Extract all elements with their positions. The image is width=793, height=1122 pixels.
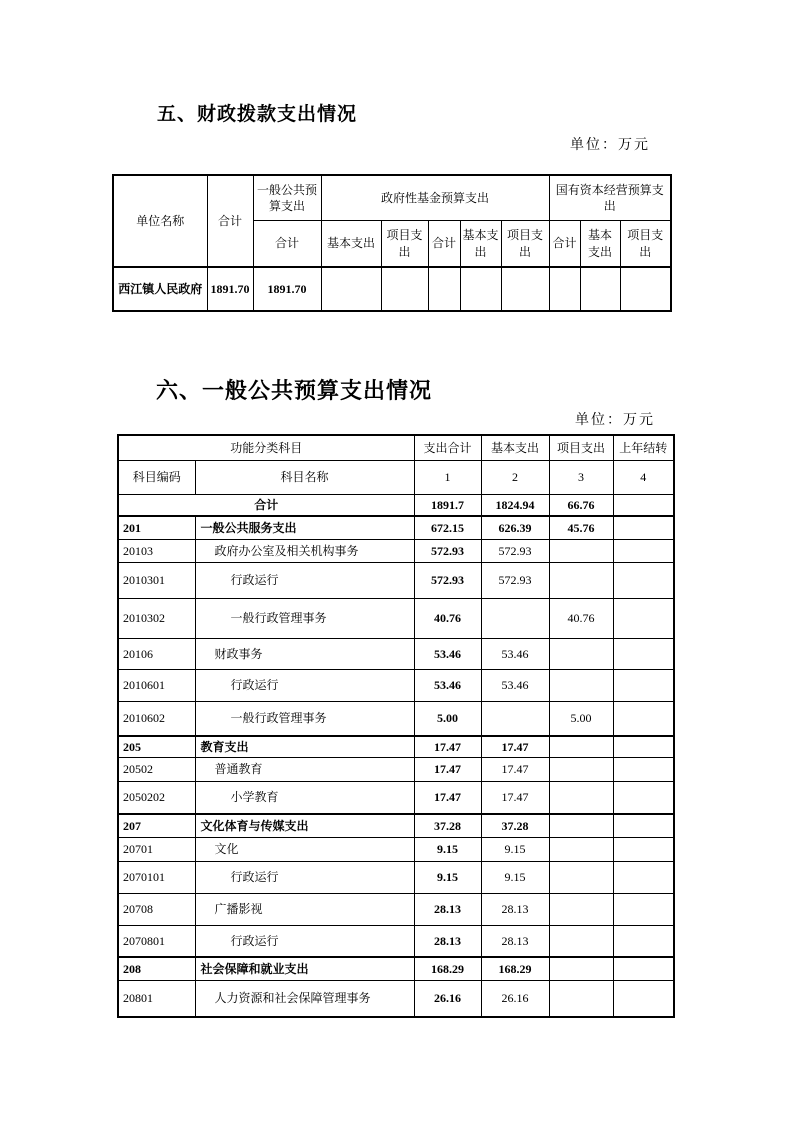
subcol-header: 基本支出 xyxy=(321,221,381,268)
subcol-header: 项目支出 xyxy=(620,221,671,268)
table-row xyxy=(118,957,674,981)
table-row xyxy=(118,838,674,862)
col-header-basic-expense: 基本支出 xyxy=(481,435,549,461)
subject-name-cell: 教育支出 xyxy=(195,736,414,758)
project-expense-cell xyxy=(549,563,613,599)
table-row xyxy=(118,639,674,670)
table-subheader-row xyxy=(118,461,674,495)
project-expense-cell: 40.76 xyxy=(549,599,613,639)
table-row xyxy=(118,563,674,599)
value-cell xyxy=(580,267,620,311)
group-header-general-public-budget: 一般公共预算支出 xyxy=(253,175,321,221)
subject-code-cell: 201 xyxy=(118,516,195,540)
carryover-cell xyxy=(613,814,674,838)
expense-total-cell: 28.13 xyxy=(414,926,481,957)
table-row xyxy=(118,516,674,540)
expense-total-cell: 53.46 xyxy=(414,639,481,670)
subject-name-cell: 行政运行 xyxy=(195,862,414,894)
basic-expense-cell: 28.13 xyxy=(481,926,549,957)
expense-total-cell: 572.93 xyxy=(414,563,481,599)
table-row xyxy=(113,267,671,311)
subject-code-cell: 2010602 xyxy=(118,702,195,736)
fiscal-allocation-expenditure-table xyxy=(112,174,672,312)
expense-total-cell: 9.15 xyxy=(414,862,481,894)
subcol-header: 合计 xyxy=(428,221,460,268)
carryover-cell xyxy=(613,862,674,894)
expense-total-cell: 28.13 xyxy=(414,894,481,926)
project-expense-cell: 45.76 xyxy=(549,516,613,540)
carryover-cell xyxy=(613,736,674,758)
expense-total-cell: 17.47 xyxy=(414,782,481,814)
carryover-cell xyxy=(613,838,674,862)
project-expense-cell xyxy=(549,540,613,563)
group-header-gov-fund-budget: 政府性基金预算支出 xyxy=(321,175,549,221)
project-expense-cell xyxy=(549,814,613,838)
expense-total-cell: 672.15 xyxy=(414,516,481,540)
carryover-cell xyxy=(613,670,674,702)
col-header-unit-name: 单位名称 xyxy=(113,175,207,267)
table-row xyxy=(118,540,674,563)
project-expense-cell xyxy=(549,758,613,782)
project-expense-cell xyxy=(549,670,613,702)
subject-name-cell: 政府办公室及相关机构事务 xyxy=(195,540,414,563)
expense-total-cell: 5.00 xyxy=(414,702,481,736)
project-expense-cell xyxy=(549,981,613,1017)
col-index: 4 xyxy=(613,461,674,495)
expense-total-cell: 26.16 xyxy=(414,981,481,1017)
col-header-expense-total: 支出合计 xyxy=(414,435,481,461)
project-expense-cell xyxy=(549,639,613,670)
expense-total-cell: 17.47 xyxy=(414,736,481,758)
col-index: 2 xyxy=(481,461,549,495)
subcol-header: 项目支出 xyxy=(501,221,549,268)
value-cell xyxy=(549,267,580,311)
table-row xyxy=(118,599,674,639)
subject-name-cell: 财政事务 xyxy=(195,639,414,670)
basic-expense-cell xyxy=(481,702,549,736)
table-row xyxy=(118,758,674,782)
basic-expense-cell xyxy=(481,599,549,639)
section5-title: 五、财政拨款支出情况 xyxy=(157,104,358,125)
subject-name-cell: 行政运行 xyxy=(195,563,414,599)
subject-name-cell: 小学教育 xyxy=(195,782,414,814)
value-cell xyxy=(460,267,501,311)
basic-expense-cell: 17.47 xyxy=(481,782,549,814)
subject-code-cell: 2070101 xyxy=(118,862,195,894)
expense-total-cell: 40.76 xyxy=(414,599,481,639)
subject-code-cell: 205 xyxy=(118,736,195,758)
subject-code-cell: 20708 xyxy=(118,894,195,926)
general-public-budget-expenditure-table xyxy=(117,434,675,1018)
project-expense-cell xyxy=(549,926,613,957)
grand-total-carryover xyxy=(613,495,674,516)
table-row xyxy=(118,736,674,758)
project-expense-cell xyxy=(549,736,613,758)
grand-total-expense: 1891.7 xyxy=(414,495,481,516)
section5-unit-label: 单位：万元 xyxy=(570,138,650,153)
subject-name-cell: 广播影视 xyxy=(195,894,414,926)
carryover-cell xyxy=(613,758,674,782)
subject-code-cell: 207 xyxy=(118,814,195,838)
subject-name-cell: 行政运行 xyxy=(195,670,414,702)
subject-code-cell: 2010302 xyxy=(118,599,195,639)
grand-total-label: 合计 xyxy=(118,495,414,516)
col-header-subject-name: 科目名称 xyxy=(195,461,414,495)
expense-total-cell: 37.28 xyxy=(414,814,481,838)
table-header-row xyxy=(113,175,671,221)
grand-total-row xyxy=(118,495,674,516)
carryover-cell xyxy=(613,782,674,814)
subject-code-cell: 20103 xyxy=(118,540,195,563)
value-cell xyxy=(321,267,381,311)
subject-name-cell: 文化体育与传媒支出 xyxy=(195,814,414,838)
carryover-cell xyxy=(613,599,674,639)
value-cell: 1891.70 xyxy=(253,267,321,311)
basic-expense-cell: 17.47 xyxy=(481,758,549,782)
basic-expense-cell: 28.13 xyxy=(481,894,549,926)
grand-total-basic: 1824.94 xyxy=(481,495,549,516)
table-row xyxy=(118,782,674,814)
col-header-carryover: 上年结转 xyxy=(613,435,674,461)
basic-expense-cell: 9.15 xyxy=(481,838,549,862)
expense-total-cell: 572.93 xyxy=(414,540,481,563)
expense-total-cell: 168.29 xyxy=(414,957,481,981)
basic-expense-cell: 37.28 xyxy=(481,814,549,838)
subcol-header: 合计 xyxy=(253,221,321,268)
table-row xyxy=(118,926,674,957)
table-row xyxy=(118,894,674,926)
subcol-header: 基本支出 xyxy=(460,221,501,268)
value-cell xyxy=(381,267,428,311)
carryover-cell xyxy=(613,926,674,957)
subject-name-cell: 一般行政管理事务 xyxy=(195,702,414,736)
basic-expense-cell: 572.93 xyxy=(481,540,549,563)
basic-expense-cell: 53.46 xyxy=(481,670,549,702)
subject-code-cell: 20106 xyxy=(118,639,195,670)
subcol-header: 项目支出 xyxy=(381,221,428,268)
col-header-subject-code: 科目编码 xyxy=(118,461,195,495)
total-cell: 1891.70 xyxy=(207,267,253,311)
subject-code-cell: 2050202 xyxy=(118,782,195,814)
expense-total-cell: 53.46 xyxy=(414,670,481,702)
table-row xyxy=(118,862,674,894)
table-row xyxy=(118,670,674,702)
carryover-cell xyxy=(613,894,674,926)
carryover-cell xyxy=(613,981,674,1017)
subject-name-cell: 社会保障和就业支出 xyxy=(195,957,414,981)
carryover-cell xyxy=(613,957,674,981)
table-row xyxy=(118,814,674,838)
subject-code-cell: 2010601 xyxy=(118,670,195,702)
subject-code-cell: 20502 xyxy=(118,758,195,782)
subject-name-cell: 行政运行 xyxy=(195,926,414,957)
carryover-cell xyxy=(613,540,674,563)
subject-name-cell: 一般行政管理事务 xyxy=(195,599,414,639)
unit-name-cell: 西江镇人民政府 xyxy=(113,267,207,311)
carryover-cell xyxy=(613,563,674,599)
grand-total-project: 66.76 xyxy=(549,495,613,516)
value-cell xyxy=(501,267,549,311)
subject-name-cell: 普通教育 xyxy=(195,758,414,782)
project-expense-cell xyxy=(549,838,613,862)
subject-code-cell: 2070801 xyxy=(118,926,195,957)
basic-expense-cell: 626.39 xyxy=(481,516,549,540)
subject-code-cell: 208 xyxy=(118,957,195,981)
expense-total-cell: 17.47 xyxy=(414,758,481,782)
subcol-header: 合计 xyxy=(549,221,580,268)
expense-total-cell: 9.15 xyxy=(414,838,481,862)
section6-unit-label: 单位：万元 xyxy=(575,413,655,428)
subject-code-cell: 20701 xyxy=(118,838,195,862)
col-header-project-expense: 项目支出 xyxy=(549,435,613,461)
subject-name-cell: 人力资源和社会保障管理事务 xyxy=(195,981,414,1017)
group-header-state-capital-budget: 国有资本经营预算支出 xyxy=(549,175,671,221)
basic-expense-cell: 168.29 xyxy=(481,957,549,981)
section6-title: 六、一般公共预算支出情况 xyxy=(156,378,433,403)
basic-expense-cell: 53.46 xyxy=(481,639,549,670)
col-header-total: 合计 xyxy=(207,175,253,267)
value-cell xyxy=(620,267,671,311)
carryover-cell xyxy=(613,639,674,670)
project-expense-cell xyxy=(549,782,613,814)
basic-expense-cell: 17.47 xyxy=(481,736,549,758)
project-expense-cell xyxy=(549,894,613,926)
table-row xyxy=(118,702,674,736)
basic-expense-cell: 26.16 xyxy=(481,981,549,1017)
col-index: 1 xyxy=(414,461,481,495)
value-cell xyxy=(428,267,460,311)
carryover-cell xyxy=(613,516,674,540)
table-row xyxy=(118,981,674,1017)
subject-name-cell: 一般公共服务支出 xyxy=(195,516,414,540)
subject-name-cell: 文化 xyxy=(195,838,414,862)
carryover-cell xyxy=(613,702,674,736)
project-expense-cell: 5.00 xyxy=(549,702,613,736)
basic-expense-cell: 9.15 xyxy=(481,862,549,894)
subject-code-cell: 2010301 xyxy=(118,563,195,599)
col-index: 3 xyxy=(549,461,613,495)
subcol-header: 基本支出 xyxy=(580,221,620,268)
project-expense-cell xyxy=(549,862,613,894)
basic-expense-cell: 572.93 xyxy=(481,563,549,599)
table-header-row xyxy=(118,435,674,461)
subject-code-cell: 20801 xyxy=(118,981,195,1017)
project-expense-cell xyxy=(549,957,613,981)
col-header-function-category: 功能分类科目 xyxy=(118,435,414,461)
